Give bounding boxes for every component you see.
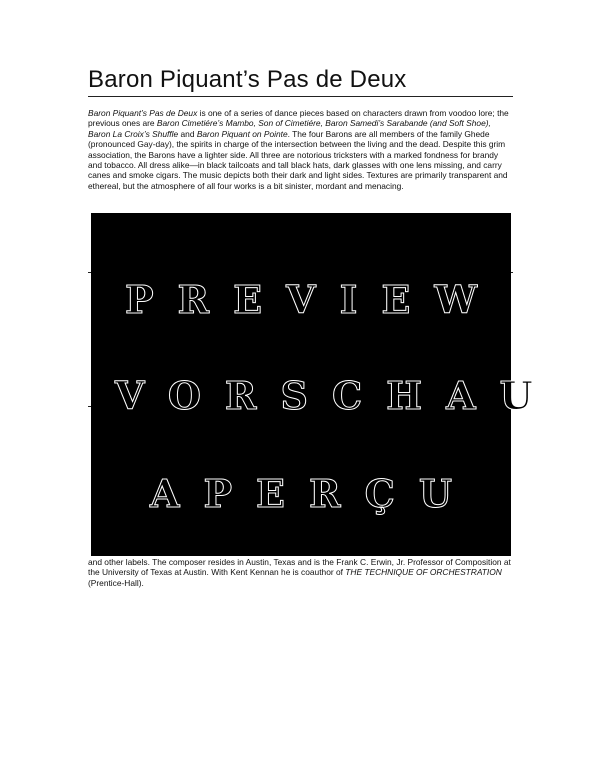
title-underline (88, 96, 513, 97)
document-title: Baron Piquant’s Pas de Deux (88, 66, 407, 93)
p2-run: and other labels. The composer resides in Austin, Texas and is the Frank C. Erwin, Jr. Professor of Composition at the University of Texas at Austin. With Kent Kennan he is coauthor of (88, 557, 511, 578)
watermark-text-apercu: APERÇU (150, 471, 476, 516)
watermark-text-vorschau: VORSCHAU (115, 373, 557, 418)
preview-watermark-overlay (91, 213, 557, 556)
p2-run: (Prentice-Hall). (88, 577, 144, 588)
p1-run: Baron Piquant on Pointe (196, 128, 288, 139)
p2-run: THE TECHNIQUE OF ORCHESTRATION (345, 567, 502, 578)
p1-run: . The four Barons are all members of the family Ghede (pronounced Gay-day), the spirits in charge of the intersection between the living and the dead. Despite this grim association, the Barons have a lighter side. All three are notorious tricksters with a marked fondness for brandy and tobacco. All dress alike—in black tailcoats and tall black hats, dark glasses with one lens missing, and carry canes and smoke cigars. The music depicts both their dark and light sides. Textures are primarily transparent and ethereal, but the atmosphere of all four works is a bit sinister, mordant and menacing. (88, 128, 508, 191)
p1-run: is one of a series of dance pieces based on characters drawn from voodoo lore; the previous ones are (88, 108, 509, 129)
watermark-text-preview: PREVIEW (124, 277, 502, 322)
p1-run: Baron Piquant’s Pas de Deux (88, 108, 198, 118)
intro-paragraph (88, 108, 513, 191)
p1-run: Baron Cimetiére’s Mambo, Son of Cimetiére, Baron Samedi’s Sarabande (and Soft Shoe), Baron La Croix’s Shuffle (88, 118, 491, 139)
p1-run: and (178, 128, 197, 139)
bio-paragraph (88, 557, 513, 588)
